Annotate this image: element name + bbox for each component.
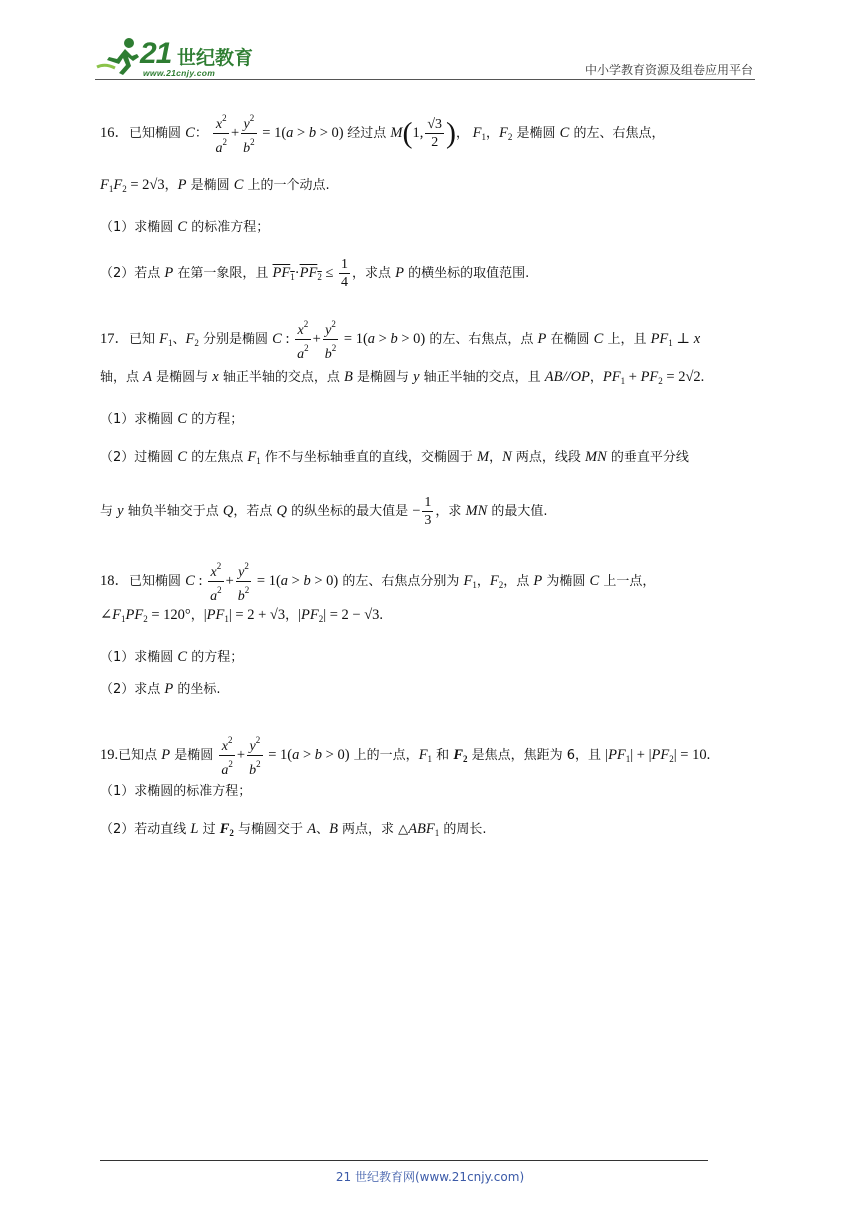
- problem-number: 17．: [100, 330, 129, 347]
- logo-text: 世纪教育: [177, 47, 254, 69]
- problem-18-part-1: （1）求椭圆 C 的方程；: [100, 649, 244, 665]
- running-figure-icon: [95, 35, 143, 77]
- problem-17-part-2-line-1: （2）过椭圆 C 的左焦点 $F_1$ 作不与坐标轴垂直的直线，交椭圆于 M，N 两点，线段 MN 的垂直平分线: [100, 449, 689, 466]
- problem-18-part-2: （2）求点 P 的坐标.: [100, 681, 221, 697]
- problem-19-line-1: 19.已知点 P 是椭圆 $\frac{x^2}{a^2}$ + $\frac{y^2}{b^2}$ = 1(a > b > 0) 上的一点，$F_1$ 和 $F_2$ 是焦点，焦距为 6，且 $|PF_1| + |PF_2| = 10$.: [100, 732, 710, 779]
- problem-16-line-1: 16．已知椭圆 C： $\frac{x^2}{a^2}$ + $\frac{y^2}{b^2}$ = 1(a > b > 0) 经过点 M(1, $\frac{√3}{2}$ )， $F_1$，$F_2$ 是椭圆 C 的左、右焦点，: [100, 110, 664, 157]
- problem-17-line-2: 轴，点 A 是椭圆与 x 轴正半轴的交点，点 B 是椭圆与 y 轴正半轴的交点，且 AB//OP，$PF_1 + PF_2 = 2√2$.: [100, 369, 705, 386]
- problem-17-line-1: 17．已知 $F_1$、$F_2$ 分别是椭圆 C : $\frac{x^2}{a^2}$ + $\frac{y^2}{b^2}$ = 1(a > b > 0) 的左、右焦点，点 P 在椭圆 C 上，且 $PF_1$ ⊥ x: [100, 316, 700, 363]
- footer-divider: [100, 1160, 708, 1161]
- header-tagline: 中小学教育资源及组卷应用平台: [584, 63, 753, 77]
- problem-18-line-1: 18．已知椭圆 C : $\frac{x^2}{a^2}$ + $\frac{y^2}{b^2}$ = 1(a > b > 0) 的左、右焦点分别为 $F_1$，$F_2$，点 P 为椭圆 C 上一点，: [100, 558, 655, 605]
- problem-number: 18．: [100, 572, 129, 589]
- logo-number: 21: [140, 37, 172, 70]
- page-header: [95, 35, 755, 80]
- problem-17-part-1: （1）求椭圆 C 的方程；: [100, 411, 244, 427]
- site-logo: [95, 35, 265, 77]
- problem-19-part-2: （2）若动直线 L 过 $F_2$ 与椭圆交于 A、B 两点，求 $\triangle ABF_1$ 的周长.: [100, 821, 487, 838]
- problem-number: 16．: [100, 124, 129, 141]
- logo-url: www.21cnjy.com: [143, 68, 216, 78]
- problem-19-part-1: （1）求椭圆的标准方程；: [100, 784, 252, 799]
- problem-16-line-2: $F_1F_2 = 2√3$，P 是椭圆 C 上的一个动点.: [100, 177, 330, 194]
- problem-number: 19.: [100, 746, 119, 763]
- footer-link[interactable]: 21 世纪教育网(www.21cnjy.com): [335, 1170, 525, 1184]
- problem-17-part-2-line-2: 与 y 轴负半轴交于点 Q，若点 Q 的纵坐标的最大值是 − $\frac{1}{3}$ ，求 MN 的最大值.: [100, 495, 548, 528]
- problem-18-line-2: $\angle F_1PF_2 = 120^\circ$，$|PF_1| = 2 + √3$，$|PF_2| = 2 - √3$.: [100, 607, 384, 624]
- problem-16-part-2: （2）若点 P 在第一象限，且 $PF_1\cdot PF_2$ ≤ $\frac{1}{4}$ ，求点 P 的横坐标的取值范围.: [100, 257, 530, 290]
- problem-16-part-1: （1）求椭圆 C 的标准方程；: [100, 219, 270, 235]
